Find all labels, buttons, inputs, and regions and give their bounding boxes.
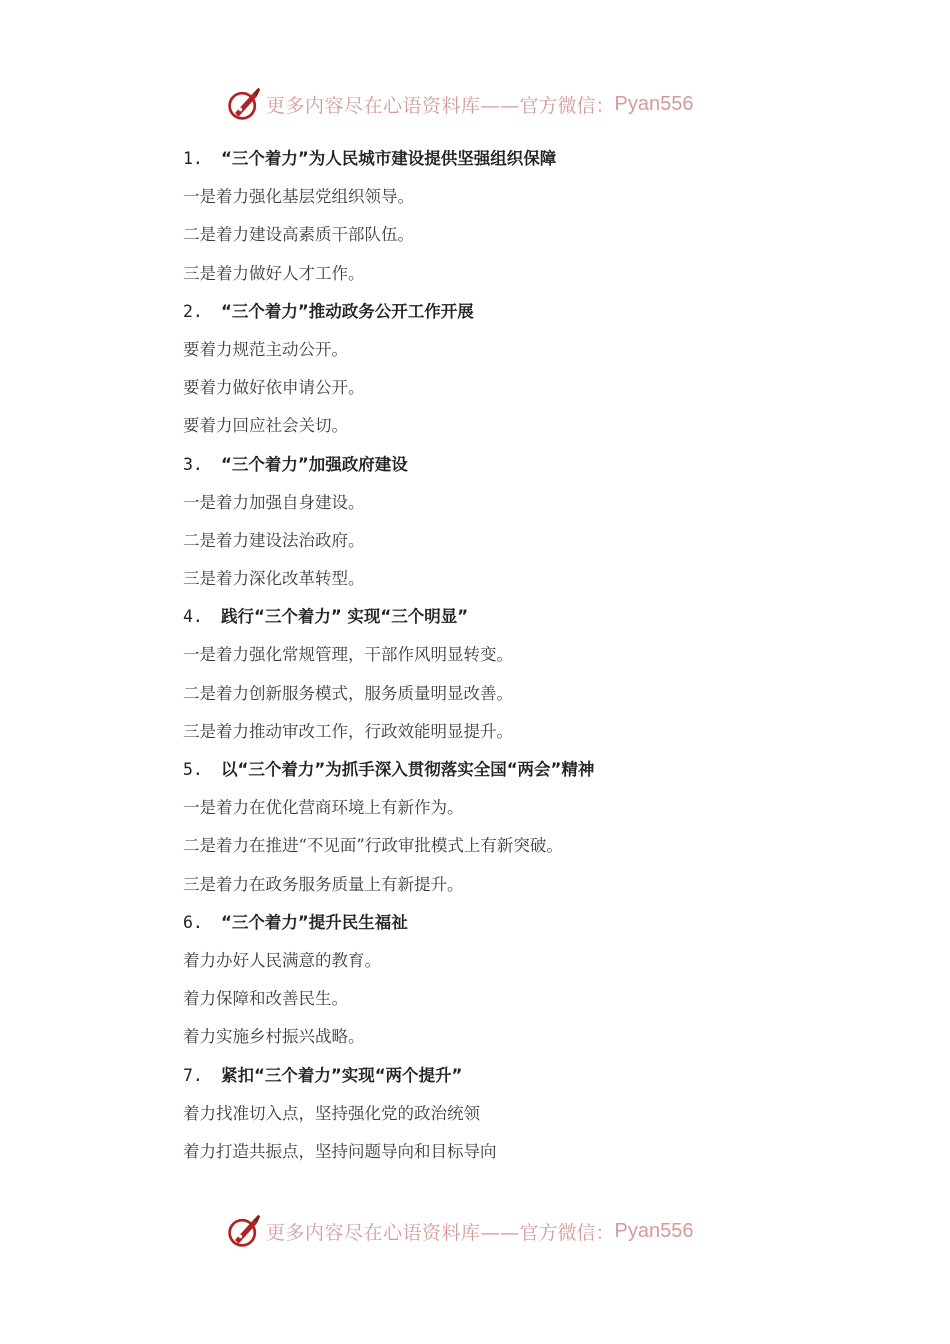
- list-item: 着力实施乡村振兴战略。: [183, 1027, 365, 1047]
- list-item: 二是着力建设法治政府。: [183, 530, 365, 550]
- watermark-text: 更多内容尽在心语资料库——: [266, 1221, 520, 1244]
- list-item: 一是着力加强自身建设。: [183, 492, 365, 512]
- list-item: 着力保障和改善民生。: [183, 989, 348, 1009]
- watermark-wechat-label: 官方微信：: [519, 1221, 615, 1244]
- list-item: 一是着力强化常规管理，干部作风明显转变。: [183, 645, 513, 665]
- watermark-wechat-id: Pyan556: [614, 1219, 694, 1242]
- section-title: “三个着力”为人民城市建设提供坚强组织保障: [221, 149, 557, 168]
- section-heading: [183, 751, 883, 789]
- list-item: 二是着力在推进“不见面”行政审批模式上有新突破。: [183, 836, 563, 856]
- section-heading: [183, 1057, 883, 1095]
- watermark-text: 更多内容尽在心语资料库——: [266, 94, 520, 117]
- watermark-footer: [226, 1211, 694, 1251]
- section-title: “三个着力”提升民生福祉: [221, 912, 408, 932]
- pen-logo-icon: [226, 86, 262, 122]
- section-number: 5.: [183, 760, 203, 779]
- list-item: 三是着力深化改革转型。: [183, 569, 365, 589]
- list-item: 一是着力强化基层党组织领导。: [183, 187, 414, 207]
- list-item: 着力找准切入点，坚持强化党的政治统领: [183, 1103, 480, 1123]
- watermark-wechat-label: 官方微信：: [519, 94, 615, 117]
- list-item: 一是着力在优化营商环境上有新作为。: [183, 798, 464, 818]
- section-heading: [183, 140, 883, 178]
- section-title: 以“三个着力”为抓手深入贯彻落实全国“两会”精神: [221, 760, 595, 779]
- section-title: “三个着力”加强政府建设: [221, 454, 408, 474]
- list-item: 三是着力做好人才工作。: [183, 263, 365, 283]
- section-number: 6.: [183, 912, 203, 932]
- list-item: 三是着力在政务服务质量上有新提升。: [183, 874, 464, 894]
- list-item: 要着力规范主动公开。: [183, 339, 348, 359]
- section-heading: [183, 446, 883, 484]
- section-title: 紧扣“三个着力”实现“两个提升”: [221, 1065, 463, 1085]
- list-item: 着力打造共振点，坚持问题导向和目标导向: [183, 1141, 497, 1161]
- section-number: 4.: [183, 607, 203, 627]
- watermark-wechat-id: Pyan556: [614, 92, 694, 115]
- list-item: 三是着力推动审改工作，行政效能明显提升。: [183, 721, 513, 741]
- section-heading: [183, 598, 883, 636]
- section-number: 7.: [183, 1065, 203, 1085]
- watermark-header: [226, 84, 694, 124]
- list-item: 二是着力建设高素质干部队伍。: [183, 225, 414, 245]
- section-title: “三个着力”推动政务公开工作开展: [221, 301, 474, 321]
- list-item: 要着力做好依申请公开。: [183, 378, 365, 398]
- document-body: [183, 140, 883, 1171]
- list-item: 着力办好人民满意的教育。: [183, 950, 381, 970]
- section-number: 2.: [183, 301, 203, 321]
- list-item: 二是着力创新服务模式，服务质量明显改善。: [183, 683, 513, 703]
- section-heading: [183, 293, 883, 331]
- pen-logo-icon: [226, 1213, 262, 1249]
- section-number: 1.: [183, 149, 203, 168]
- section-number: 3.: [183, 454, 203, 474]
- list-item: 要着力回应社会关切。: [183, 416, 348, 436]
- section-title: 践行“三个着力” 实现“三个明显”: [221, 607, 469, 627]
- section-heading: [183, 904, 883, 942]
